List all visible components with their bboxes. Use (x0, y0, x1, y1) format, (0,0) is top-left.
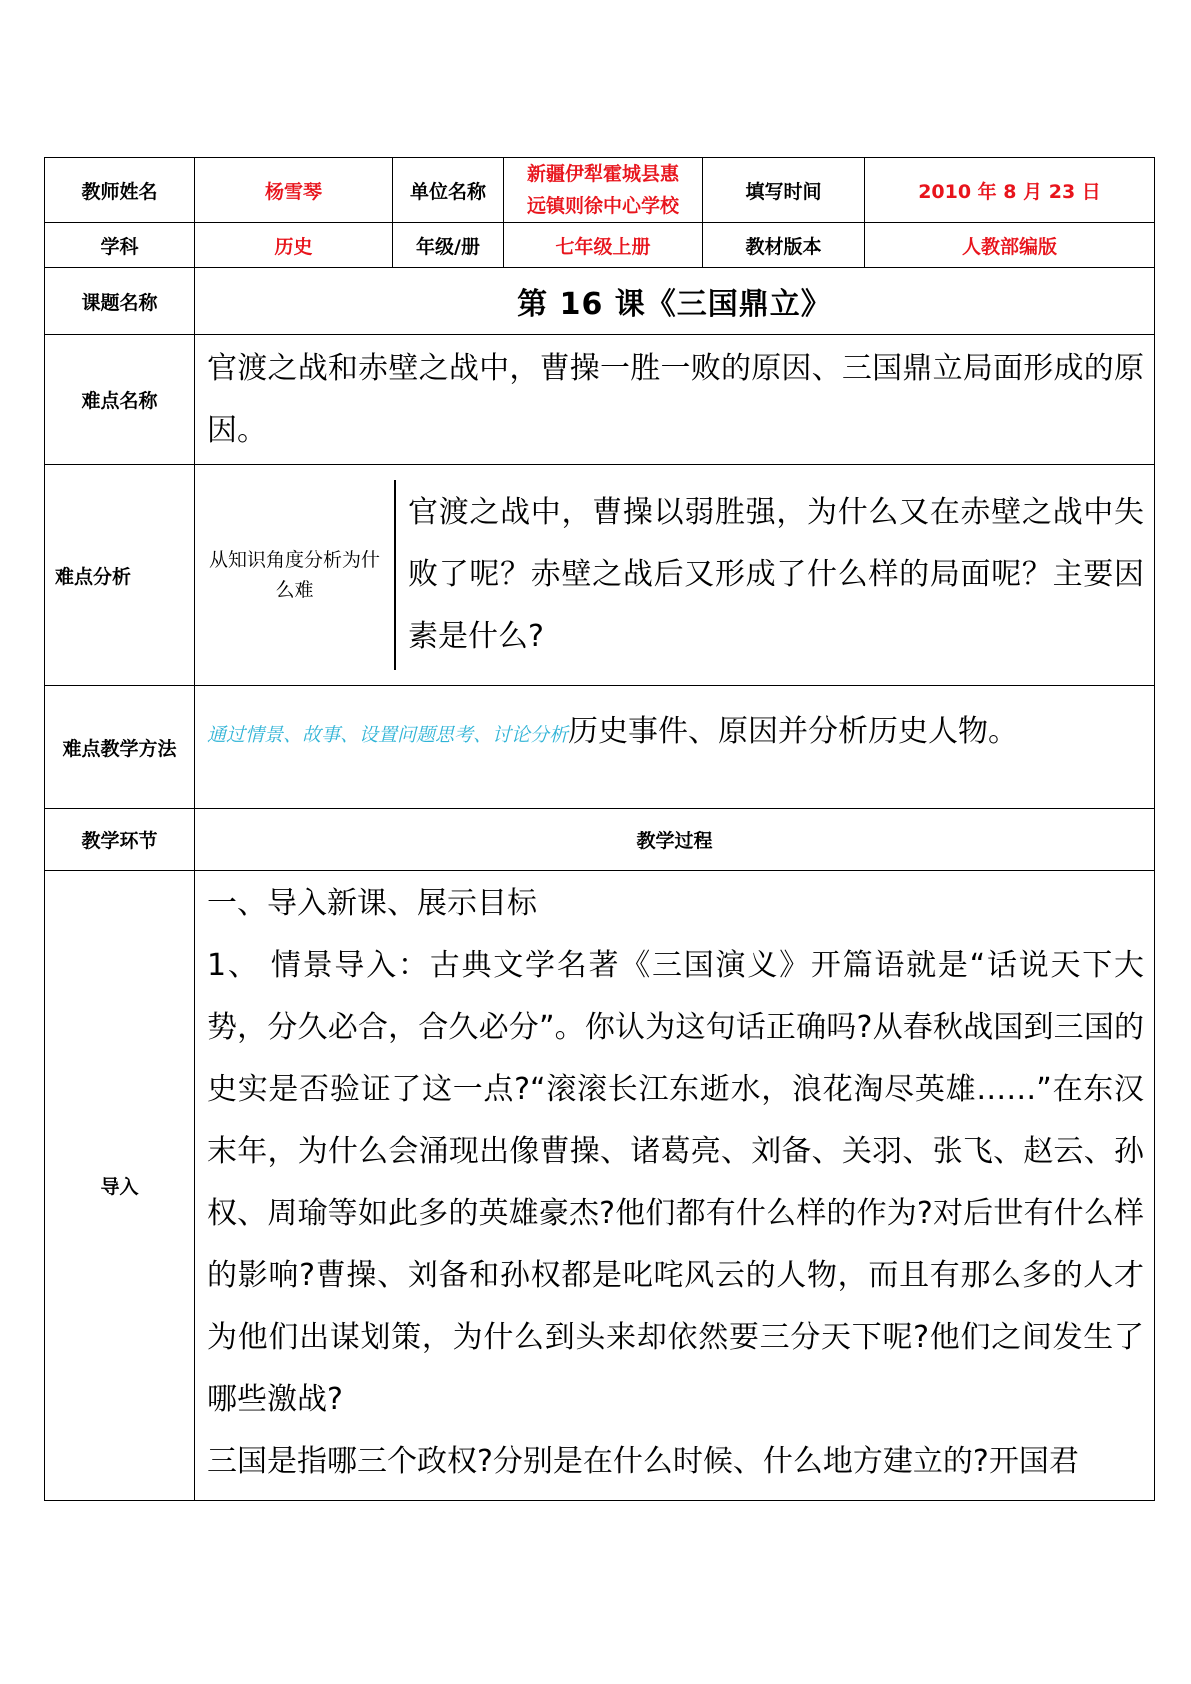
date-label: 填写时间 (703, 158, 865, 223)
method-text-highlight: 通过情景、故事、设置问题思考、讨论分析 (207, 724, 569, 746)
intro-stage-label: 导入 (45, 871, 195, 1501)
method-row (45, 686, 1155, 809)
header-row-2 (45, 223, 1155, 268)
intro-row (45, 871, 1155, 1501)
grade-value: 七年级上册 (504, 223, 703, 268)
subject-label: 学科 (45, 223, 195, 268)
unit-label: 单位名称 (393, 158, 504, 223)
difficulty-text: 官渡之战和赤壁之战中，曹操一胜一败的原因、三国鼎立局面形成的原因。 (195, 335, 1155, 465)
topic-row (45, 268, 1155, 335)
stage-header: 教学环节 (45, 809, 195, 871)
analysis-nested (195, 480, 1154, 670)
lesson-plan-sheet (44, 157, 1154, 1501)
unit-value-line1: 新疆伊犁霍城县惠 (526, 163, 679, 185)
method-text-body: 历史事件、原因并分析历史人物。 (568, 714, 1019, 749)
intro-paragraph-1: 1、 情景导入：古典文学名著《三国演义》开篇语就是“话说天下大势，分久必合，合久必分”。你认为这句话正确吗?从春秋战国到三国的史实是否验证了这一点?“滚滚长江东逝水，浪花淘尽英雄……”在东汉末年，为什么会涌现出像曹操、诸葛亮、刘备、关羽、张飞、赵云、孙权、周瑜等如此多的英雄豪杰?他们都有什么样的作为?对后世有什么样的影响?曹操、刘备和孙权都是叱咤风云的人物，而且有那么多的人才为他们出谋划策，为什么到头来却依然要三分天下呢?他们之间发生了哪些激战? (207, 948, 1145, 1417)
analysis-text: 官渡之战中，曹操以弱胜强，为什么又在赤壁之战中失败了呢？赤壁之战后又形成了什么样的局面呢？主要因素是什么? (408, 495, 1144, 654)
intro-paragraph-2: 三国是指哪三个政权?分别是在什么时候、什么地方建立的?开国君 (207, 1444, 1079, 1479)
intro-heading: 一、导入新课、展示目标 (207, 886, 537, 921)
process-header: 教学过程 (195, 809, 1155, 871)
date-value: 2010 年 8 月 23 日 (865, 158, 1155, 223)
process-header-row (45, 809, 1155, 871)
topic-title: 第 16 课《三国鼎立》 (195, 268, 1155, 335)
analysis-sub-label: 从知识角度分析为什么难 (195, 480, 395, 670)
method-text (195, 686, 1155, 809)
header-row-1 (45, 158, 1155, 223)
topic-label: 课题名称 (45, 268, 195, 335)
teacher-value: 杨雪琴 (195, 158, 393, 223)
unit-value-line2: 远镇则徐中心学校 (526, 195, 679, 217)
intro-content (195, 871, 1155, 1501)
teacher-label: 教师姓名 (45, 158, 195, 223)
lesson-plan-table (44, 157, 1155, 1501)
analysis-row (45, 465, 1155, 686)
grade-label: 年级/册 (393, 223, 504, 268)
edition-value: 人教部编版 (865, 223, 1155, 268)
subject-value: 历史 (195, 223, 393, 268)
edition-label: 教材版本 (703, 223, 865, 268)
method-label: 难点教学方法 (45, 686, 195, 809)
analysis-label: 难点分析 (45, 465, 195, 686)
unit-value (504, 158, 703, 223)
difficulty-label: 难点名称 (45, 335, 195, 465)
difficulty-row (45, 335, 1155, 465)
